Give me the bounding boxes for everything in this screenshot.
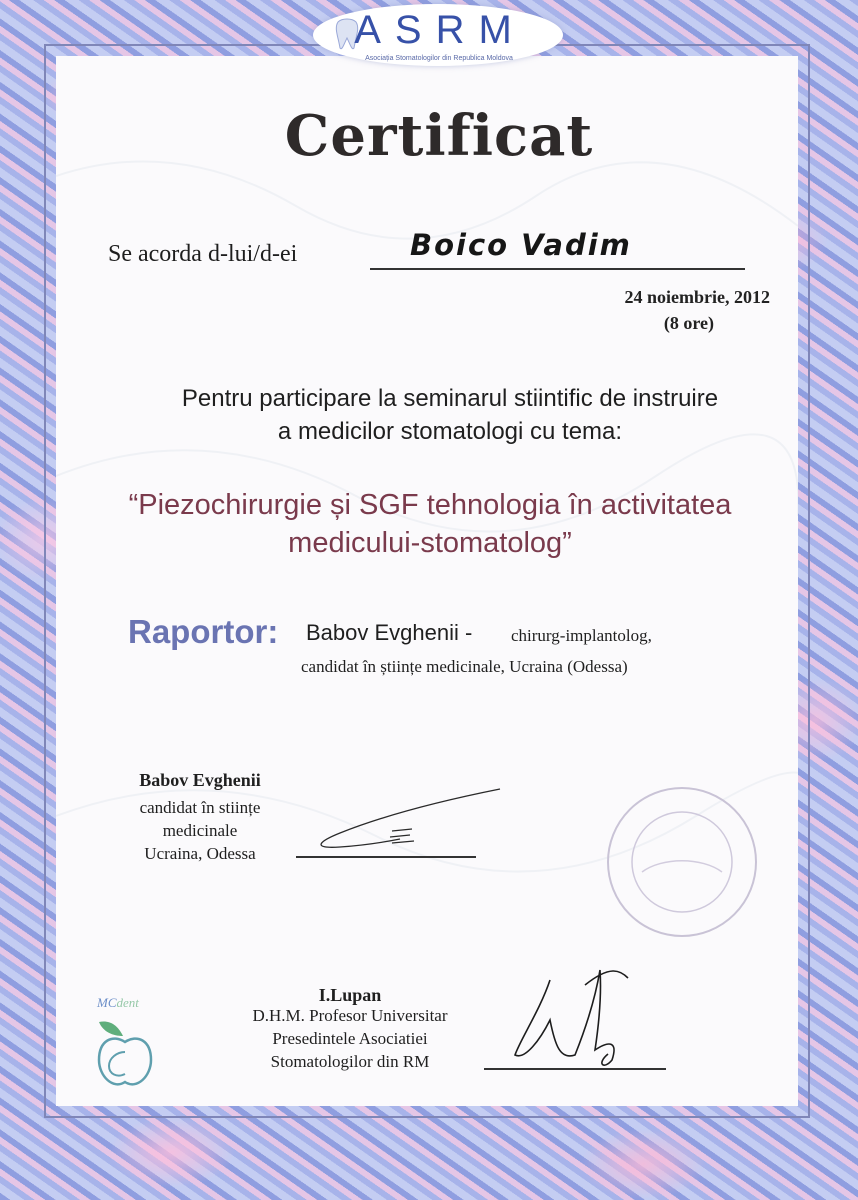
signature-1-icon [300, 785, 510, 857]
apple-icon [95, 1012, 155, 1092]
signature-1-line [296, 856, 476, 858]
award-label: Se acorda d-lui/d-ei [108, 241, 298, 267]
asrm-logo: ASRM [354, 8, 526, 52]
seminar-topic [60, 486, 800, 562]
seminar-date: 24 noiembrie, 2012 [624, 287, 770, 307]
raportor-name: Babov Evghenii - [306, 620, 473, 645]
topic-line-1: “Piezochirurgie și SGF tehnologia în activitatea [128, 489, 732, 521]
signatory-2-line-3: Stomatologilor din RM [270, 1052, 430, 1071]
raportor-credentials: candidat în științe medicinale, Ucraina (Odessa) [301, 657, 628, 676]
raportor-role: chirurg-implantolog, [511, 626, 652, 645]
signatory-2-name: I.Lupan [318, 985, 382, 1005]
asrm-logo-subtitle: Asociația Stomatologilor din Republica Moldova [365, 55, 513, 62]
signatory-1-name: Babov Evghenii [139, 770, 261, 790]
signatory-1-line-1: candidat în stiințe [139, 798, 261, 817]
purpose-line-1: Pentru participare la seminarul stiintific de instruire [181, 385, 719, 412]
signature-2-icon [500, 960, 650, 1080]
signatory-2-line-1: D.H.M. Profesor Universitar [252, 1006, 448, 1025]
purpose-line-2: a medicilor stomatologi cu tema: [277, 418, 623, 445]
mcdent-logo: MCdent [97, 995, 139, 1010]
seminar-hours: (8 ore) [663, 313, 714, 333]
asrm-stamp-icon [602, 777, 762, 947]
watermark-pattern [56, 56, 798, 1106]
signature-2-line [484, 1068, 666, 1070]
topic-line-2: medicului-stomatolog” [288, 527, 572, 559]
purpose-text [80, 382, 820, 448]
recipient-name: Boico Vadim [410, 228, 632, 262]
signatory-1-line-3: Ucraina, Odessa [144, 844, 256, 863]
signatory-2-line-2: Presedintele Asociatiei [272, 1029, 428, 1048]
signatory-1-line-2: medicinale [162, 821, 238, 840]
recipient-underline [370, 268, 745, 270]
certificate-title: Certificat [284, 103, 594, 169]
raportor-label: Raportor: [128, 613, 279, 650]
